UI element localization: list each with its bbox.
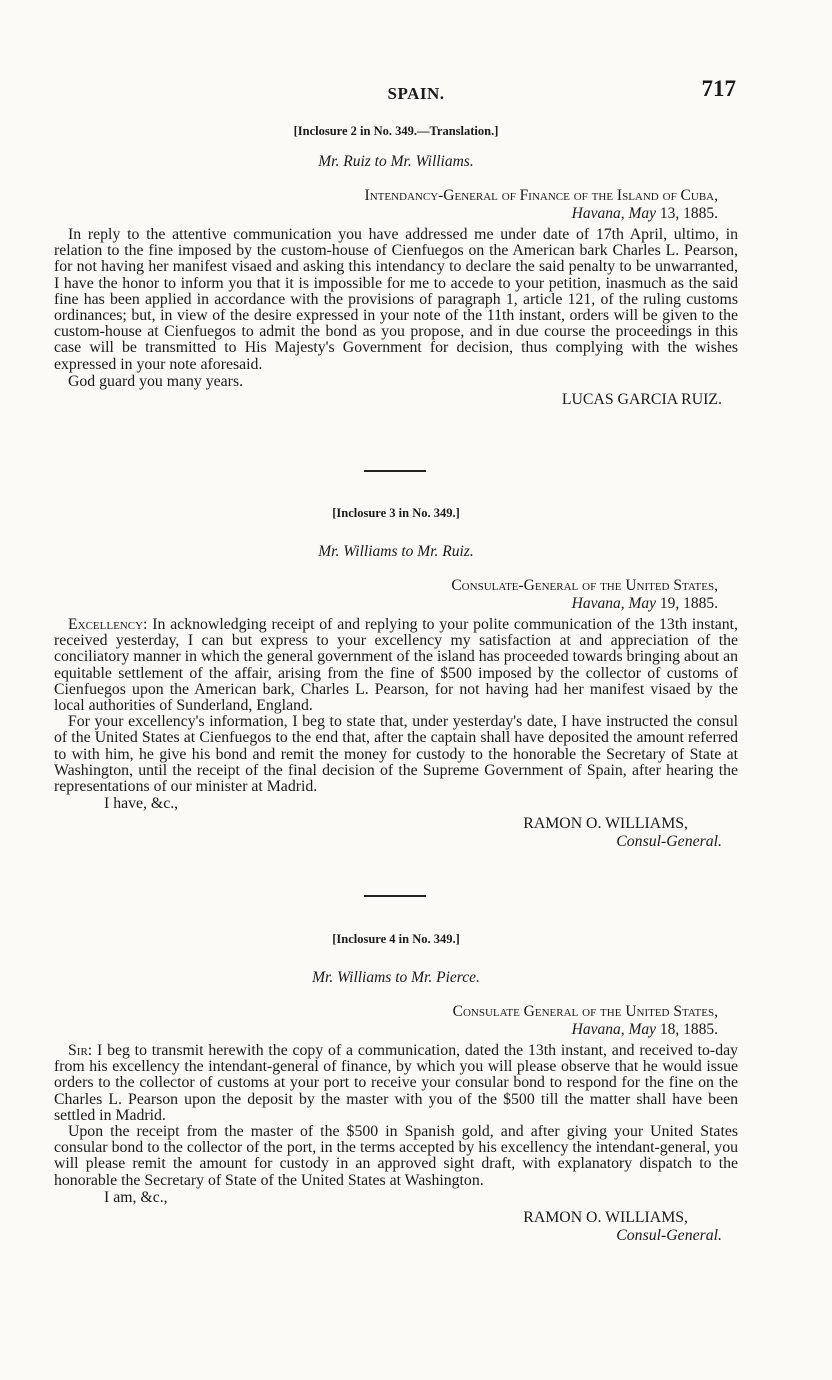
letter-salutation: Mr. Ruiz to Mr. Williams.: [318, 153, 474, 170]
date-place: Havana, May: [571, 205, 656, 222]
letter-opening: Sir:: [68, 1042, 93, 1059]
date-place: Havana, May: [571, 595, 656, 612]
date-rest: 18, 1885.: [659, 1021, 718, 1038]
letter-date: [54, 205, 738, 223]
letter-signer-title: Consul-General.: [616, 833, 722, 851]
letter-body-2: Upon the receipt from the master of the $500 in Spanish gold, and after giving your United States consular bond to the collector of the port, in the terms accepted by his excellency the intendant-general, you will please remit the amount for custody in an approved sight draft, with explanatory dispatch to the honorable the Secretary of State of the United States at Washington.: [54, 1123, 738, 1189]
letter-closing: I am, &c.,: [104, 1188, 168, 1206]
letter-opening: Excellency:: [68, 616, 148, 633]
letter-body-1: [54, 617, 738, 714]
letter-salutation: Mr. Williams to Mr. Ruiz.: [318, 543, 474, 560]
section-divider: [364, 895, 426, 897]
letter-closing: I have, &c.,: [104, 795, 179, 813]
letter-heading: Consulate General of the United States,: [452, 1003, 718, 1020]
inclosure-label: [Inclosure 2 in No. 349.—Translation.]: [293, 124, 499, 138]
inclosure-2: [54, 124, 738, 409]
letter-salutation: Mr. Williams to Mr. Pierce.: [312, 969, 480, 986]
date-rest: 13, 1885.: [659, 205, 718, 222]
page-number: 717: [701, 76, 736, 101]
letter-heading: Intendancy-General of Finance of the Island of Cuba,: [364, 187, 718, 204]
inclosure-3: [54, 506, 738, 851]
section-divider: [364, 470, 426, 472]
inclosure-4: [54, 932, 738, 1245]
letter-signer: LUCAS GARCIA RUIZ.: [561, 390, 722, 408]
letter-signer-title: Consul-General.: [616, 1226, 722, 1244]
letter-body-text: In acknowledging receipt of and replying to your polite communication of the 13th instant, received yesterday, I can but express to your excellency my satisfaction at and appreciation of the conciliatory manner in which the general government of the island has proceeded towards bringing about an equitable settlement of the affair, arising from the fine of $500 imposed by the collector of customs of Cienfuegos upon the American bark, Charles L. Pearson, for not having had her manifest visaed by the local authorities of Sunderland, England.: [54, 616, 738, 715]
running-title: SPAIN.: [387, 84, 445, 103]
letter-body-2: For your excellency's information, I beg to state that, under yesterday's date, I have instructed the consul of the United States at Cienfuegos to the end that, after the captain shall have deposited the amount referred to with him, he give his bond and remit the money for custody to the honorable the Secretary of State at Washington, until the receipt of the final decision of the Supreme Government of Spain, after hearing the representations of our minister at Madrid.: [54, 713, 738, 796]
inclosure-label: [Inclosure 4 in No. 349.]: [332, 932, 460, 946]
letter-body-1: [54, 1043, 738, 1124]
letter-date: [54, 595, 738, 613]
letter-closing: God guard you many years.: [68, 372, 244, 390]
letter-signer: RAMON O. WILLIAMS,: [523, 815, 688, 833]
letter-date: [54, 1021, 738, 1039]
letter-heading: Consulate-General of the United States,: [451, 577, 718, 594]
inclosure-label: [Inclosure 3 in No. 349.]: [332, 506, 460, 520]
letter-signer: RAMON O. WILLIAMS,: [523, 1208, 688, 1226]
date-rest: 19, 1885.: [659, 595, 718, 612]
letter-body-text: I beg to transmit herewith the copy of a communication, dated the 13th instant, and received to-day from his excellency the intendant-general of finance, by which you will please observe that he would issue orders to the collector of customs at your port to receive your consular bond to respond for the fine on the Charles L. Pearson upon the deposit by the master with you of the $500 till the matter shall have been settled in Madrid.: [54, 1042, 738, 1124]
letter-body: In reply to the attentive communication you have addressed me under date of 17th April, ultimo, in relation to the fine imposed by the custom-house of Cienfuegos on the American bark Charles L. Pearson, for not having her manifest visaed and asking this intendancy to declare the said penalty to be unwarranted, I have the honor to inform you that it is impossible for me to accede to your petition, inasmuch as the said fine has been applied in accordance with the provisions of paragraph 1, article 121, of the ruling customs ordinances; but, in view of the desire expressed in your note of the 11th instant, orders will be given to the custom-house at Cienfuegos to admit the bond as you propose, and in due course the proceedings in this case will be transmitted to His Majesty's Government for decision, thus complying with the wishes expressed in your note aforesaid.: [54, 226, 738, 373]
date-place: Havana, May: [571, 1021, 656, 1038]
